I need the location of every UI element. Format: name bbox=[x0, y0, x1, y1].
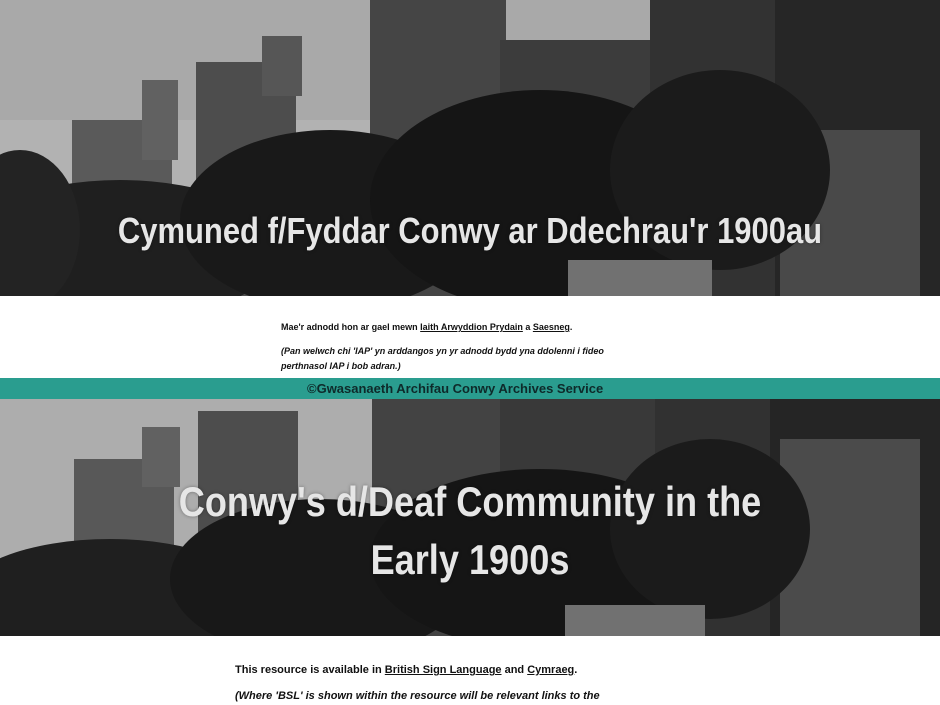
welsh-title: Cymuned f/Fyddar Conwy ar Ddechrau'r 1900au bbox=[117, 210, 823, 251]
welsh-avail-mid: a bbox=[522, 322, 533, 332]
copyright-text: ©Gwasanaeth Archifau Conwy Archives Service bbox=[307, 381, 604, 396]
welsh-avail-suffix: . bbox=[569, 322, 573, 332]
link-british-sign-language[interactable]: British Sign Language bbox=[384, 664, 502, 676]
english-title bbox=[66, 473, 874, 589]
english-title-line2: Early 1900s bbox=[370, 536, 570, 583]
english-avail-suffix: . bbox=[574, 664, 578, 676]
english-availability bbox=[235, 664, 577, 676]
english-avail-prefix: This resource is available in bbox=[235, 664, 385, 676]
english-info bbox=[0, 636, 940, 705]
link-saesneg[interactable]: Saesneg bbox=[532, 322, 570, 332]
link-cymraeg[interactable]: Cymraeg bbox=[527, 664, 575, 676]
welsh-hero-image bbox=[0, 0, 940, 296]
english-avail-mid: and bbox=[501, 664, 528, 676]
welsh-note: (Pan welwch chi 'IAP' yn arddangos yn yr adnodd bydd yna ddolenni i fideo perthnasol IAP i bob adran.) bbox=[281, 346, 604, 371]
english-hero-image bbox=[0, 399, 940, 636]
link-iaith-arwyddion[interactable]: Iaith Arwyddion Prydain bbox=[420, 322, 523, 332]
copyright-banner bbox=[0, 378, 940, 399]
english-note: (Where 'BSL' is shown within the resource will be relevant links to the bbox=[235, 690, 600, 702]
welsh-info bbox=[0, 296, 940, 378]
welsh-availability bbox=[281, 322, 572, 332]
welsh-avail-prefix: Mae'r adnodd hon ar gael mewn bbox=[281, 322, 421, 332]
english-title-line1: Conwy's d/Deaf Community in the bbox=[178, 478, 762, 525]
